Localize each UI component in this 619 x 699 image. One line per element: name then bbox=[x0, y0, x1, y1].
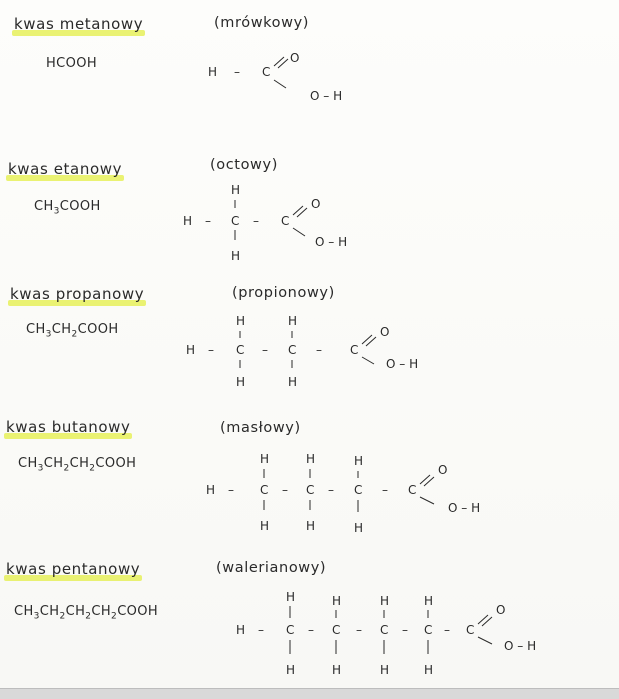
atom-o-double: O bbox=[438, 463, 448, 477]
bond-dash: – bbox=[234, 65, 240, 79]
atom-h-top: H bbox=[332, 594, 342, 608]
structure-metanowy bbox=[200, 50, 360, 110]
atom-h-top: H bbox=[236, 314, 246, 328]
double-bond-1 bbox=[420, 475, 430, 484]
bond-dash: – bbox=[308, 623, 314, 637]
double-bond-1 bbox=[293, 206, 303, 215]
atom-c: C bbox=[332, 623, 341, 637]
atom-h-top: H bbox=[286, 590, 296, 604]
formula-ch3ch2cooh: $CH_3CH_2COOH$ bbox=[26, 322, 119, 340]
atom-o-double: O bbox=[496, 603, 506, 617]
atom-h-left: H bbox=[236, 623, 246, 637]
double-bond-2 bbox=[366, 337, 376, 346]
bond-dash: – bbox=[382, 483, 388, 497]
trivial-name-mrowkowy: (mrówkowy) bbox=[214, 15, 310, 31]
atom-c: C bbox=[236, 343, 245, 357]
acid-name-metanowy: kwas metanowy bbox=[14, 15, 143, 33]
bond-dash: – bbox=[316, 343, 322, 357]
atom-h-top: H bbox=[354, 454, 364, 468]
atom-c: C bbox=[424, 623, 433, 637]
atom-c: C bbox=[354, 483, 363, 497]
atom-c: C bbox=[288, 343, 297, 357]
bond-dash: – bbox=[228, 483, 234, 497]
trivial-name-propionowy: (propionowy) bbox=[232, 285, 335, 301]
atom-h-bottom: H bbox=[236, 375, 246, 389]
atom-h-top: H bbox=[306, 452, 316, 466]
oh-group: O – H bbox=[386, 357, 419, 371]
trivial-name-walerianowy: (walerianowy) bbox=[216, 560, 327, 576]
formula-hcooh: HCOOH bbox=[46, 56, 98, 71]
acid-name-pentanowy: kwas pentanowy bbox=[6, 560, 140, 578]
atom-c-carboxyl: C bbox=[466, 623, 475, 637]
bond-dash: – bbox=[208, 343, 214, 357]
bond-dash: – bbox=[328, 483, 334, 497]
atom-c-carboxyl: C bbox=[408, 483, 417, 497]
single-bond-o bbox=[274, 80, 286, 88]
bond-dash: – bbox=[282, 483, 288, 497]
atom-c: C bbox=[306, 483, 315, 497]
bond-dash: – bbox=[402, 623, 408, 637]
bond-dash: – bbox=[253, 214, 259, 228]
double-bond-2 bbox=[297, 208, 307, 217]
atom-o-double: O bbox=[290, 51, 300, 65]
atom-h-left: H bbox=[206, 483, 216, 497]
atom-c: C bbox=[262, 65, 271, 79]
trivial-name-octowy: (octowy) bbox=[210, 157, 278, 173]
atom-h-bottom: H bbox=[354, 521, 364, 535]
atom-h-bottom: H bbox=[332, 663, 342, 677]
atom-h-left: H bbox=[186, 343, 196, 357]
atom-c: C bbox=[260, 483, 269, 497]
oh-group: O – H bbox=[310, 89, 343, 103]
structure-propanowy bbox=[178, 310, 458, 390]
atom-h-left: H bbox=[183, 214, 193, 228]
atom-h-top: H bbox=[424, 594, 434, 608]
bond-dash: – bbox=[262, 343, 268, 357]
oh-group: O – H bbox=[448, 501, 481, 515]
structure-pentanowy bbox=[228, 588, 568, 680]
page-bottom-edge bbox=[0, 688, 619, 699]
trivial-name-maslowy: (masłowy) bbox=[220, 420, 301, 436]
acid-name-butanowy: kwas butanowy bbox=[6, 418, 130, 436]
structure-butanowy bbox=[198, 450, 518, 540]
double-bond-1 bbox=[362, 335, 372, 344]
acid-name-propanowy: kwas propanowy bbox=[10, 285, 144, 303]
bond-dash: – bbox=[258, 623, 264, 637]
acid-name-etanowy: kwas etanowy bbox=[8, 160, 122, 178]
atom-h-bottom: H bbox=[424, 663, 434, 677]
double-bond-1 bbox=[478, 615, 488, 624]
atom-o-double: O bbox=[380, 325, 390, 339]
double-bond-2 bbox=[278, 59, 288, 68]
oh-group: O – H bbox=[504, 639, 537, 653]
oh-group: O – H bbox=[315, 235, 348, 249]
atom-h-top: H bbox=[231, 183, 241, 197]
double-bond-1 bbox=[274, 57, 284, 66]
single-bond-o bbox=[478, 637, 492, 644]
single-bond-o bbox=[362, 357, 374, 364]
single-bond-o bbox=[420, 497, 434, 504]
atom-c: C bbox=[286, 623, 295, 637]
double-bond-2 bbox=[424, 477, 434, 486]
atom-c: C bbox=[380, 623, 389, 637]
formula-ch3cooh: $CH_3COOH$ bbox=[34, 199, 101, 217]
atom-h-bottom: H bbox=[231, 249, 241, 263]
atom-h-bottom: H bbox=[260, 519, 270, 533]
atom-c-carboxyl: C bbox=[281, 214, 290, 228]
single-bond-o bbox=[293, 228, 305, 236]
bond-dash: – bbox=[356, 623, 362, 637]
formula-ch3ch2ch2cooh: $CH_3CH_2CH_2COOH$ bbox=[18, 456, 137, 474]
atom-h-top: H bbox=[288, 314, 298, 328]
atom-h-bottom: H bbox=[288, 375, 298, 389]
structure-etanowy bbox=[175, 180, 395, 270]
formula-ch3ch2ch2ch2cooh: $CH_3CH_2CH_2CH_2COOH$ bbox=[14, 604, 159, 622]
bond-dash: – bbox=[205, 214, 211, 228]
atom-h-bottom: H bbox=[306, 519, 316, 533]
double-bond-2 bbox=[482, 617, 492, 626]
atom-h-top: H bbox=[260, 452, 270, 466]
atom-h-bottom: H bbox=[380, 663, 390, 677]
atom-o-double: O bbox=[311, 197, 321, 211]
bond-dash: – bbox=[444, 623, 450, 637]
atom-c-carboxyl: C bbox=[350, 343, 359, 357]
atom-h-top: H bbox=[380, 594, 390, 608]
atom-h-bottom: H bbox=[286, 663, 296, 677]
atom-c: C bbox=[231, 214, 240, 228]
atom-h-left: H bbox=[208, 65, 218, 79]
